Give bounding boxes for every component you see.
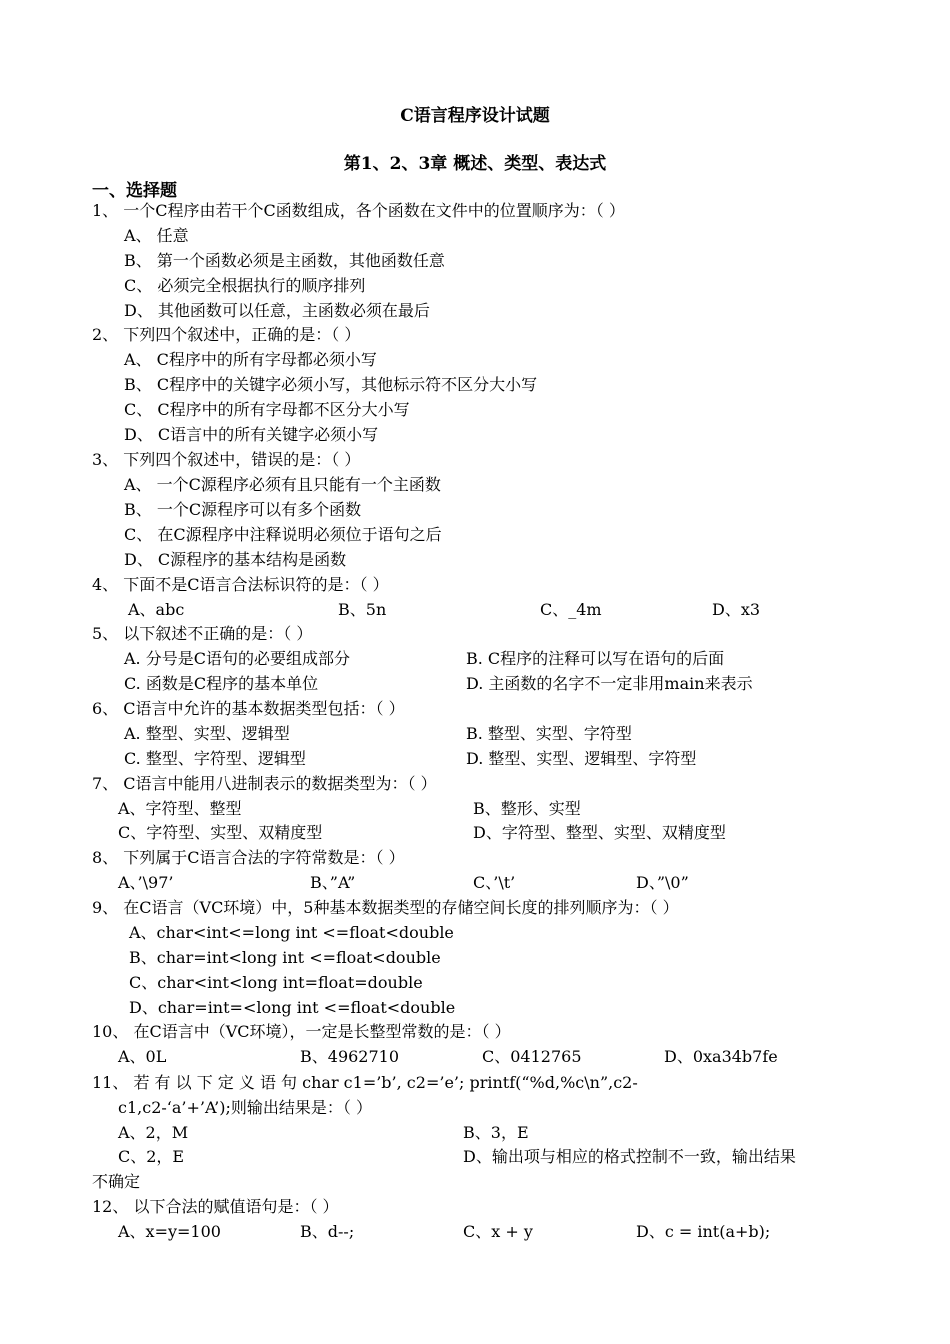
question-9-option-a: A、char<int<=long int <=float<double <box>129 923 454 942</box>
question-10-stem: 10、 在C语言中（VC环境），一定是长整型常数的是：（ ） <box>92 1022 511 1041</box>
question-2-stem: 2、 下列四个叙述中，正确的是：（ ） <box>92 325 361 344</box>
question-6-option-d: D. 整型、实型、逻辑型、字符型 <box>466 749 697 768</box>
question-9-option-b: B、char=int<long int <=float<double <box>129 948 441 967</box>
question-4-option-a: A、abc <box>128 600 185 619</box>
section-heading: 一、选择题 <box>92 181 177 201</box>
question-5-option-c: C. 函数是C程序的基本单位 <box>124 674 319 693</box>
question-11-option-d-continued: 不确定 <box>92 1172 141 1191</box>
question-3-option-a: A、 一个C源程序必须有且只能有一个主函数 <box>124 475 441 494</box>
question-3-stem: 3、 下列四个叙述中，错误的是：（ ） <box>92 450 361 469</box>
question-5-stem: 5、 以下叙述不正确的是：（ ） <box>92 624 313 643</box>
question-2-option-d: D、 C语言中的所有关键字必须小写 <box>124 425 379 444</box>
question-8-option-d: D、”\0” <box>636 873 689 892</box>
question-4-option-d: D、x3 <box>712 600 761 619</box>
question-7-option-d: D、字符型、整型、实型、双精度型 <box>473 823 726 842</box>
question-5-option-a: A. 分号是C语句的必要组成部分 <box>124 649 350 668</box>
question-9-option-d: D、char=int=<long int <=float<double <box>129 998 456 1017</box>
question-9-option-c: C、char<int<long int=float=double <box>129 973 423 992</box>
question-11-stem-line1: 11、 若 有 以 下 定 义 语 句 char c1=’b’, c2=’e’; printf(“%d,%c\n”,c2- <box>92 1073 638 1092</box>
question-12-option-d: D、c = int(a+b); <box>636 1222 771 1241</box>
question-12-stem: 12、 以下合法的赋值语句是：（ ） <box>92 1197 339 1216</box>
question-10-option-d: D、0xa34b7fe <box>664 1047 778 1066</box>
question-8-stem: 8、 下列属于C语言合法的字符常数是：（ ） <box>92 848 405 867</box>
question-4-option-c: C、_4m <box>540 600 602 619</box>
question-6-option-b: B. 整型、实型、字符型 <box>466 724 632 743</box>
question-7-option-c: C、字符型、实型、双精度型 <box>118 823 323 842</box>
question-6-option-a: A. 整型、实型、逻辑型 <box>124 724 290 743</box>
question-4-stem: 4、 下面不是C语言合法标识符的是：（ ） <box>92 575 389 594</box>
question-7-option-a: A、字符型、整型 <box>118 799 242 818</box>
question-11-option-a: A、2，M <box>118 1123 189 1142</box>
question-7-stem: 7、 C语言中能用八进制表示的数据类型为：（ ） <box>92 774 437 793</box>
question-12-option-c: C、x + y <box>463 1222 533 1241</box>
question-4-option-b: B、5n <box>338 600 387 619</box>
question-6-stem: 6、 C语言中允许的基本数据类型包括：（ ） <box>92 699 405 718</box>
document-title: C语言程序设计试题 <box>400 106 550 126</box>
question-5-option-d: D. 主函数的名字不一定非用main来表示 <box>466 674 753 693</box>
question-1-stem: 1、 一个C程序由若干个C函数组成，各个函数在文件中的位置顺序为：（ ） <box>92 201 625 220</box>
question-8-option-c: C、’\t’ <box>473 873 516 892</box>
question-7-option-b: B、整形、实型 <box>473 799 581 818</box>
question-3-option-c: C、 在C源程序中注释说明必须位于语句之后 <box>124 525 442 544</box>
question-11-option-c: C、2，E <box>118 1147 185 1166</box>
question-8-option-b: B、”A” <box>310 873 356 892</box>
question-1-option-a: A、 任意 <box>124 226 189 245</box>
question-1-option-d: D、 其他函数可以任意，主函数必须在最后 <box>124 301 430 320</box>
question-11-option-b: B、3，E <box>463 1123 529 1142</box>
question-2-option-a: A、 C程序中的所有字母都必须小写 <box>124 350 377 369</box>
question-3-option-d: D、 C源程序的基本结构是函数 <box>124 550 347 569</box>
question-12-option-a: A、x=y=100 <box>118 1222 221 1241</box>
question-9-stem: 9、 在C语言（VC环境）中，5种基本数据类型的存储空间长度的排列顺序为：（ ） <box>92 898 679 917</box>
question-1-option-b: B、 第一个函数必须是主函数，其他函数任意 <box>124 251 445 270</box>
question-2-option-b: B、 C程序中的关键字必须小写，其他标示符不区分大小写 <box>124 375 538 394</box>
question-1-option-c: C、 必须完全根据执行的顺序排列 <box>124 276 366 295</box>
question-5-option-b: B. C程序的注释可以写在语句的后面 <box>466 649 725 668</box>
question-8-option-a: A、’\97’ <box>118 873 174 892</box>
question-11-stem-line2: c1,c2-‘a’+’A’);则输出结果是：（ ） <box>118 1098 372 1117</box>
question-2-option-c: C、 C程序中的所有字母都不区分大小写 <box>124 400 410 419</box>
question-10-option-c: C、0412765 <box>482 1047 582 1066</box>
question-11-option-d: D、输出项与相应的格式控制不一致，输出结果 <box>463 1147 796 1166</box>
question-12-option-b: B、d--; <box>300 1222 355 1241</box>
question-3-option-b: B、 一个C源程序可以有多个函数 <box>124 500 362 519</box>
question-10-option-a: A、0L <box>118 1047 167 1066</box>
question-10-option-b: B、4962710 <box>300 1047 400 1066</box>
question-6-option-c: C. 整型、字符型、逻辑型 <box>124 749 306 768</box>
chapter-heading: 第1、2、3章 概述、类型、表达式 <box>343 154 607 174</box>
